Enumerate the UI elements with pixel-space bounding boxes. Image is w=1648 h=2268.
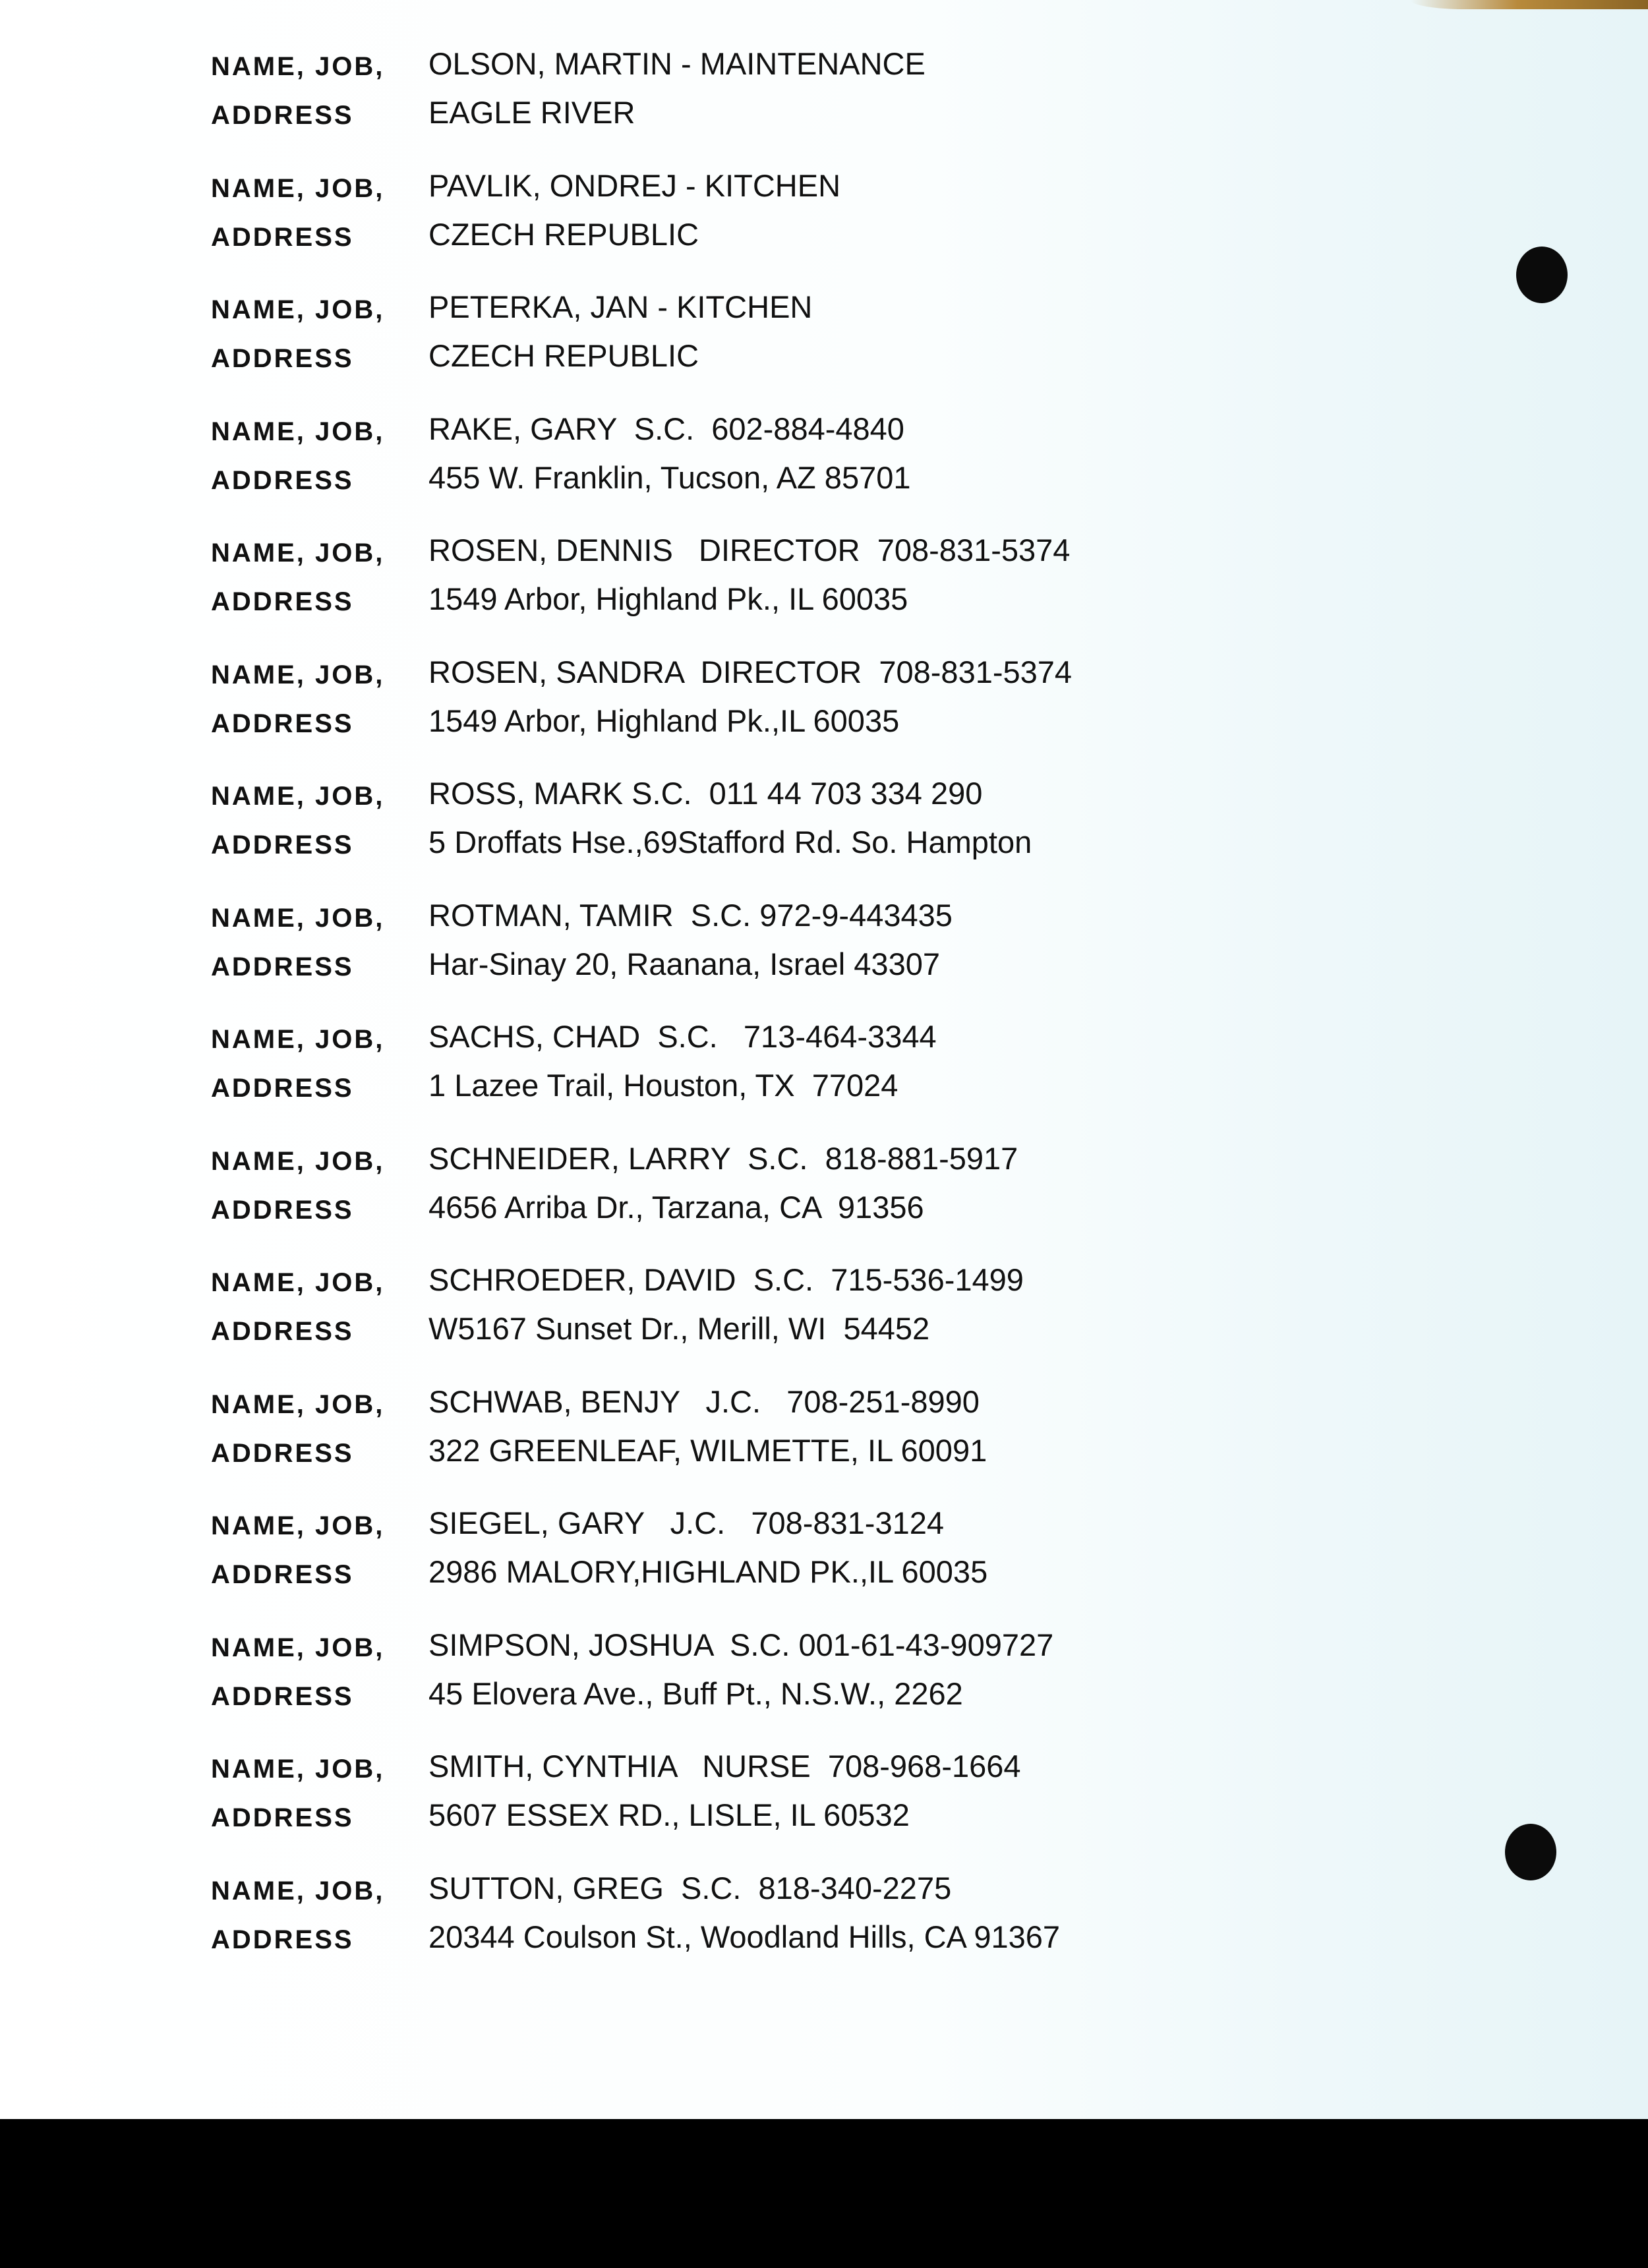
- address-value: 1549 Arbor, Highland Pk., IL 60035: [428, 581, 908, 616]
- name-job-row: [0, 892, 1648, 941]
- name-job-row: [0, 1743, 1648, 1791]
- name-job-label: NAME, JOB,: [211, 1633, 385, 1662]
- name-job-label: NAME, JOB,: [211, 538, 385, 567]
- directory-entry: [0, 770, 1648, 892]
- directory-entry: [0, 162, 1648, 284]
- name-job-row: [0, 1013, 1648, 1062]
- address-row: [0, 1062, 1648, 1111]
- name-job-row: [0, 1621, 1648, 1670]
- directory-entry: [0, 649, 1648, 771]
- name-job-row: [0, 527, 1648, 575]
- address-value: CZECH REPUBLIC: [428, 216, 699, 252]
- address-label: ADDRESS: [211, 952, 354, 981]
- address-label: ADDRESS: [211, 465, 354, 495]
- name-job-row: [0, 1378, 1648, 1427]
- name-job-row: [0, 1135, 1648, 1184]
- address-label: ADDRESS: [211, 587, 354, 616]
- name-job-row: [0, 40, 1648, 89]
- address-value: 20344 Coulson St., Woodland Hills, CA 91367: [428, 1919, 1061, 1954]
- page-edge-stain: [1411, 0, 1648, 9]
- directory-entry: [0, 1378, 1648, 1500]
- address-label: ADDRESS: [211, 1681, 354, 1711]
- name-job-label: NAME, JOB,: [211, 1146, 385, 1176]
- name-job-value: ROTMAN, TAMIR S.C. 972-9-443435: [428, 897, 953, 933]
- address-row: [0, 211, 1648, 260]
- address-row: [0, 1548, 1648, 1597]
- address-value: 45 Elovera Ave., Buff Pt., N.S.W., 2262: [428, 1675, 963, 1711]
- directory-entry: [0, 1013, 1648, 1135]
- address-label: ADDRESS: [211, 830, 354, 859]
- directory-entry: [0, 283, 1648, 405]
- directory-entry: [0, 1256, 1648, 1378]
- directory-list: [0, 40, 1648, 1986]
- name-job-value: SCHNEIDER, LARRY S.C. 818-881-5917: [428, 1140, 1018, 1176]
- address-label: ADDRESS: [211, 1438, 354, 1468]
- name-job-label: NAME, JOB,: [211, 52, 385, 81]
- address-row: [0, 1184, 1648, 1233]
- name-job-label: NAME, JOB,: [211, 295, 385, 324]
- address-value: 5607 ESSEX RD., LISLE, IL 60532: [428, 1797, 910, 1832]
- directory-entry: [0, 40, 1648, 162]
- directory-entry: [0, 1743, 1648, 1865]
- address-value: 5 Droffats Hse.,69Stafford Rd. So. Hampton: [428, 825, 1032, 859]
- name-job-value: SACHS, CHAD S.C. 713-464-3344: [428, 1019, 937, 1054]
- name-job-row: [0, 649, 1648, 697]
- address-row: [0, 1427, 1648, 1476]
- address-row: [0, 575, 1648, 624]
- directory-entry: [0, 405, 1648, 527]
- name-job-label: NAME, JOB,: [211, 1268, 385, 1297]
- name-job-row: [0, 405, 1648, 454]
- name-job-value: SCHROEDER, DAVID S.C. 715-536-1499: [428, 1262, 1024, 1297]
- name-job-label: NAME, JOB,: [211, 417, 385, 446]
- address-value: 2986 MALORY,HIGHLAND PK.,IL 60035: [428, 1554, 988, 1589]
- address-value: CZECH REPUBLIC: [428, 338, 699, 373]
- name-job-row: [0, 1499, 1648, 1548]
- name-job-label: NAME, JOB,: [211, 660, 385, 689]
- name-job-label: NAME, JOB,: [211, 782, 385, 811]
- address-value: Har-Sinay 20, Raanana, Israel 43307: [428, 946, 940, 981]
- address-label: ADDRESS: [211, 1560, 354, 1589]
- name-job-value: SIMPSON, JOSHUA S.C. 001-61-43-909727: [428, 1627, 1054, 1662]
- address-label: ADDRESS: [211, 101, 354, 130]
- name-job-row: [0, 770, 1648, 819]
- address-row: [0, 332, 1648, 381]
- address-label: ADDRESS: [211, 1803, 354, 1832]
- address-label: ADDRESS: [211, 1074, 354, 1103]
- address-value: EAGLE RIVER: [428, 95, 635, 130]
- directory-entry: [0, 892, 1648, 1014]
- address-label: ADDRESS: [211, 1195, 354, 1225]
- address-row: [0, 1913, 1648, 1962]
- address-row: [0, 454, 1648, 503]
- directory-entry: [0, 1865, 1648, 1987]
- address-row: [0, 819, 1648, 867]
- address-label: ADDRESS: [211, 222, 354, 252]
- address-label: ADDRESS: [211, 1317, 354, 1346]
- name-job-label: NAME, JOB,: [211, 1511, 385, 1540]
- name-job-label: NAME, JOB,: [211, 1876, 385, 1905]
- name-job-label: NAME, JOB,: [211, 1025, 385, 1054]
- name-job-value: SCHWAB, BENJY J.C. 708-251-8990: [428, 1383, 980, 1419]
- name-job-value: SIEGEL, GARY J.C. 708-831-3124: [428, 1505, 945, 1540]
- directory-entry: [0, 527, 1648, 649]
- scan-background: [0, 2119, 1648, 2268]
- name-job-label: NAME, JOB,: [211, 173, 385, 203]
- name-job-value: SUTTON, GREG S.C. 818-340-2275: [428, 1870, 952, 1905]
- directory-entry: [0, 1621, 1648, 1743]
- address-label: ADDRESS: [211, 344, 354, 373]
- address-row: [0, 941, 1648, 989]
- name-job-value: SMITH, CYNTHIA NURSE 708-968-1664: [428, 1749, 1021, 1784]
- address-label: ADDRESS: [211, 709, 354, 738]
- name-job-value: PAVLIK, ONDREJ - KITCHEN: [428, 167, 841, 203]
- name-job-value: OLSON, MARTIN - MAINTENANCE: [428, 46, 926, 81]
- name-job-label: NAME, JOB,: [211, 903, 385, 933]
- address-row: [0, 697, 1648, 746]
- address-label: ADDRESS: [211, 1925, 354, 1954]
- address-row: [0, 1791, 1648, 1840]
- address-value: W5167 Sunset Dr., Merill, WI 54452: [428, 1311, 930, 1346]
- name-job-row: [0, 1865, 1648, 1913]
- address-value: 455 W. Franklin, Tucson, AZ 85701: [428, 459, 911, 495]
- name-job-value: ROSEN, SANDRA DIRECTOR 708-831-5374: [428, 654, 1073, 689]
- name-job-row: [0, 1256, 1648, 1305]
- name-job-row: [0, 283, 1648, 332]
- name-job-value: ROSEN, DENNIS DIRECTOR 708-831-5374: [428, 533, 1071, 567]
- directory-entry: [0, 1499, 1648, 1621]
- name-job-value: RAKE, GARY S.C. 602-884-4840: [428, 411, 904, 446]
- address-row: [0, 1305, 1648, 1354]
- address-row: [0, 89, 1648, 138]
- name-job-row: [0, 162, 1648, 211]
- name-job-label: NAME, JOB,: [211, 1755, 385, 1784]
- name-job-value: ROSS, MARK S.C. 011 44 703 334 290: [428, 776, 983, 811]
- address-value: 1 Lazee Trail, Houston, TX 77024: [428, 1068, 898, 1103]
- address-value: 322 GREENLEAF, WILMETTE, IL 60091: [428, 1432, 987, 1468]
- name-job-label: NAME, JOB,: [211, 1389, 385, 1419]
- address-value: 1549 Arbor, Highland Pk.,IL 60035: [428, 703, 900, 738]
- name-job-value: PETERKA, JAN - KITCHEN: [428, 289, 813, 324]
- directory-entry: [0, 1135, 1648, 1257]
- address-value: 4656 Arriba Dr., Tarzana, CA 91356: [428, 1189, 924, 1225]
- address-row: [0, 1670, 1648, 1719]
